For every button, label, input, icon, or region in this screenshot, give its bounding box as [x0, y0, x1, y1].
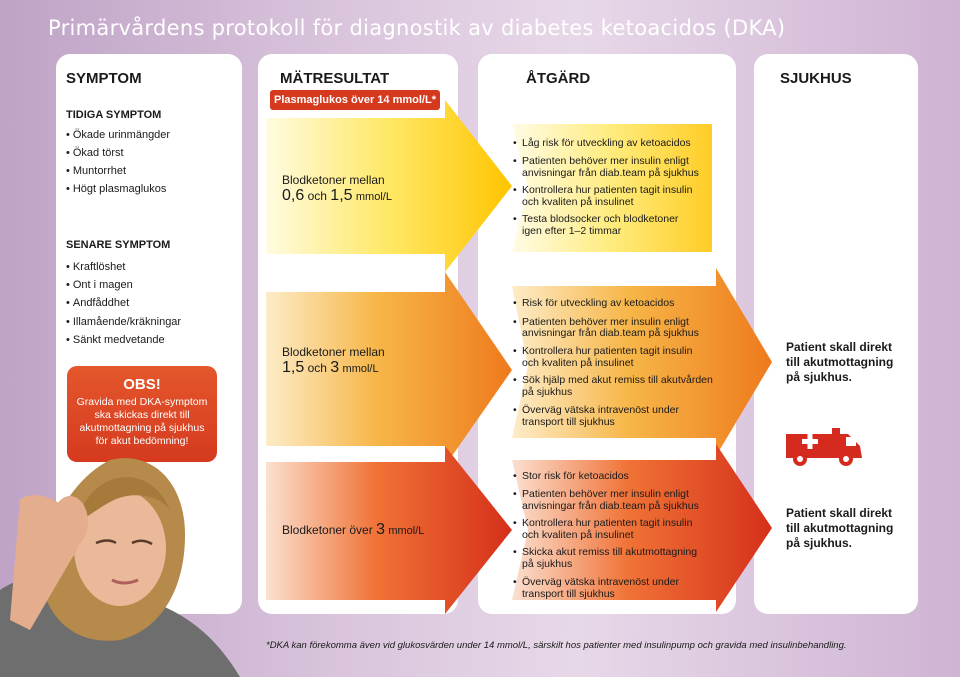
- hospital-instruction-high: Patient skall direkt till akutmottagning på sjukhus.: [786, 506, 894, 550]
- ketone-unit: mmol/L: [388, 525, 425, 537]
- action-low-item: anvisningar från diab.team på sjukhus: [522, 167, 699, 179]
- header-sjukhus: SJUKHUS: [780, 70, 852, 87]
- action-mid-item: på sjukhus: [522, 386, 573, 398]
- early-symptoms-heading: TIDIGA SYMPTOM: [66, 109, 162, 121]
- action-high-item: • Överväg vätska intravenöst under: [513, 576, 679, 588]
- ketone-range-high: [282, 522, 424, 539]
- action-mid-item: • Patienten behöver mer insulin enligt: [513, 316, 689, 328]
- action-mid-item: • Sök hjälp med akut remiss till akutvården: [513, 374, 713, 386]
- ketone-prefix: Blodketoner över: [282, 523, 373, 537]
- late-symptom-item: • Sänkt medvetande: [66, 334, 165, 346]
- ambulance-icon: [784, 424, 864, 468]
- hospital-instruction-mid: Patient skall direkt till akutmottagning på sjukhus.: [786, 340, 894, 384]
- ketone-prefix: Blodketoner mellan: [282, 345, 385, 359]
- obs-text: Gravida med DKA-symptom ska skickas direkt till akutmottagning på sjukhus för akut bedömning!: [76, 396, 208, 447]
- ketone-unit: mmol/L: [355, 191, 392, 203]
- action-high-item: • Stor risk för ketoacidos: [513, 470, 629, 482]
- late-symptom-item: • Andfåddhet: [66, 297, 129, 309]
- action-mid-item: transport till sjukhus: [522, 416, 615, 428]
- action-high-item: på sjukhus: [522, 558, 573, 570]
- ketone-value: 3: [376, 521, 385, 538]
- header-atgard: ÅTGÄRD: [526, 70, 591, 87]
- early-symptom-item: • Ökad törst: [66, 147, 124, 159]
- action-mid-item: • Kontrollera hur patienten tagit insulin: [513, 345, 693, 357]
- action-low-item: • Kontrollera hur patienten tagit insulin: [513, 184, 693, 196]
- action-mid-item: • Överväg vätska intravenöst under: [513, 404, 679, 416]
- glucose-badge: Plasmaglukos över 14 mmol/L*: [270, 90, 440, 110]
- late-symptom-item: • Kraftlöshet: [66, 261, 125, 273]
- ketone-range-low: [282, 172, 392, 205]
- action-high-item: transport till sjukhus: [522, 588, 615, 600]
- header-matresultat: MÄTRESULTAT: [280, 70, 390, 87]
- late-symptom-item: • Illamående/kräkningar: [66, 316, 181, 328]
- early-symptom-item: • Högt plasmaglukos: [66, 183, 166, 195]
- ketone-unit: mmol/L: [342, 363, 379, 375]
- action-mid-item: anvisningar från diab.team på sjukhus: [522, 327, 699, 339]
- ketone-high-value: 3: [330, 359, 340, 376]
- action-low-item: och kvaliten på insulinet: [522, 196, 634, 208]
- ketone-low-value: 1,5: [282, 359, 305, 376]
- action-high-item: • Kontrollera hur patienten tagit insulin: [513, 517, 693, 529]
- late-symptom-item: • Ont i magen: [66, 279, 133, 291]
- action-high-item: • Skicka akut remiss till akutmottagning: [513, 546, 698, 558]
- action-high-item: • Patienten behöver mer insulin enligt: [513, 488, 689, 500]
- page-title: Primärvårdens protokoll för diagnostik av diabetes ketoacidos (DKA): [48, 16, 786, 40]
- ketone-range-mid: [282, 344, 385, 377]
- action-low-item: igen efter 1–2 timmar: [522, 225, 622, 237]
- action-mid-item: och kvaliten på insulinet: [522, 357, 634, 369]
- ketone-low-value: 0,6: [282, 187, 305, 204]
- footnote: *DKA kan förekomma även vid glukosvärden under 14 mmol/L, särskilt hos patienter med insulinpump och gravida med insulinbehandling.: [266, 640, 847, 651]
- action-low-item: • Testa blodsocker och blodketoner: [513, 213, 679, 225]
- ketone-and: och: [307, 189, 327, 203]
- late-symptoms-heading: SENARE SYMPTOM: [66, 239, 171, 251]
- header-symptom: SYMPTOM: [66, 70, 142, 87]
- ketone-high-value: 1,5: [330, 187, 353, 204]
- early-symptom-item: • Muntorrhet: [66, 165, 126, 177]
- obs-title: OBS!: [123, 376, 161, 393]
- ketone-prefix: Blodketoner mellan: [282, 173, 385, 187]
- early-symptom-item: • Ökade urinmängder: [66, 129, 170, 141]
- ketone-and: och: [307, 361, 327, 375]
- action-high-item: anvisningar från diab.team på sjukhus: [522, 500, 699, 512]
- action-low-item: • Låg risk för utveckling av ketoacidos: [513, 137, 691, 149]
- action-low-item: • Patienten behöver mer insulin enligt: [513, 155, 689, 167]
- action-high-item: och kvaliten på insulinet: [522, 529, 634, 541]
- woman-headache-photo: [0, 440, 240, 677]
- action-mid-item: • Risk för utveckling av ketoacidos: [513, 297, 675, 309]
